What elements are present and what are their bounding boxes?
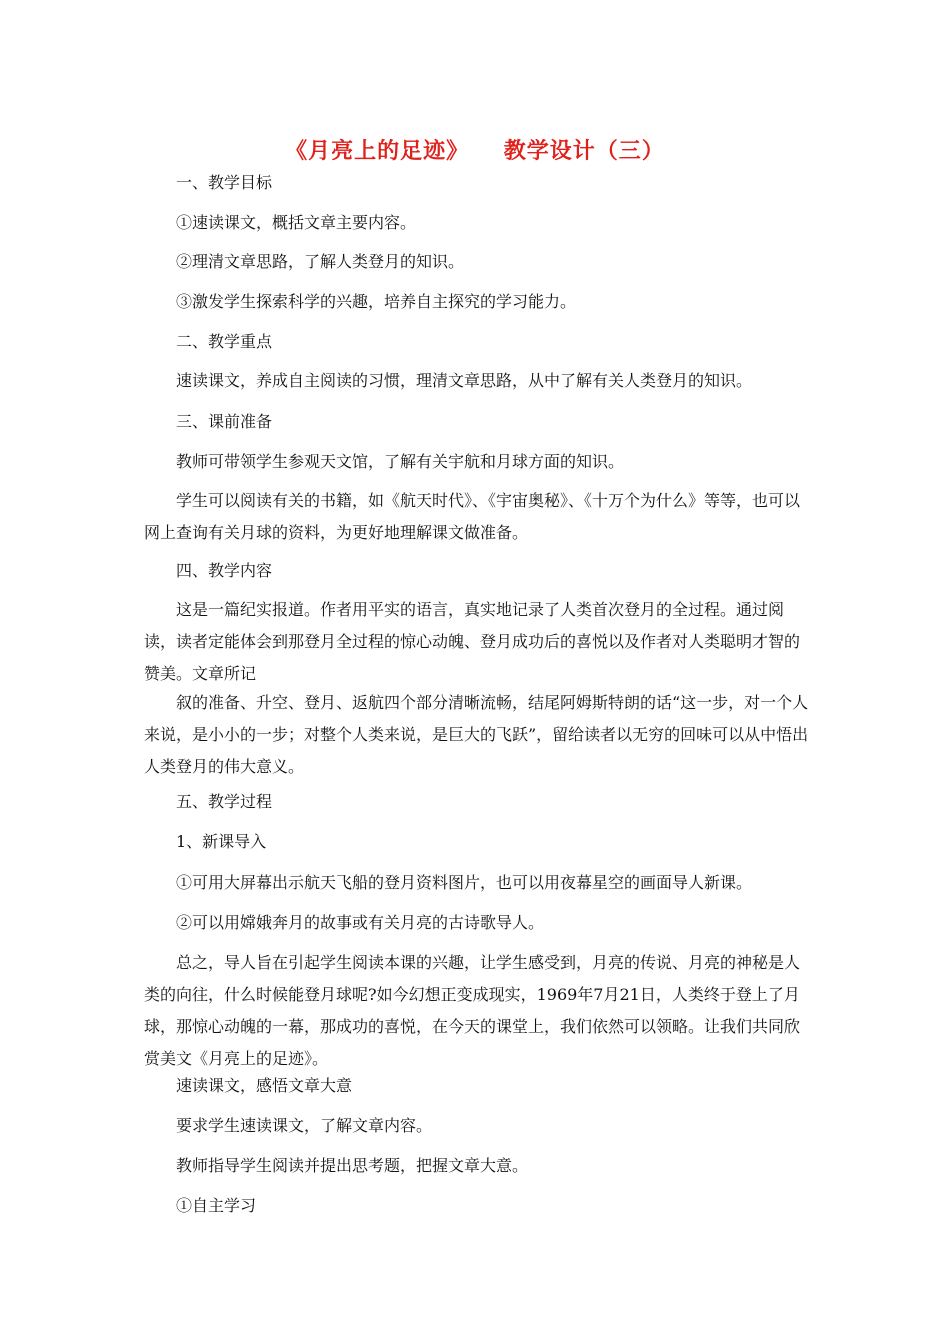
content-paragraph-2: 叙的准备、升空、登月、返航四个部分清晰流畅，结尾阿姆斯特朗的话“这一步，对一个人来说，是小小的一步；对整个人类来说，是巨大的飞跃”，留给读者以无穷的回味可以从中悟出人类登月的伟大意义。 [144,693,809,776]
guidance-paragraph: 教师指导学生阅读并提出思考题，把握文章大意。 [176,1156,529,1175]
section-heading-focus: 二、教学重点 [176,332,273,351]
introduction-item-1: ①可用大屏幕出示航天飞船的登月资料图片，也可以用夜幕星空的画面导人新课。 [176,873,753,892]
self-study-item: ①自主学习 [176,1196,257,1215]
objective-item-3: ③激发学生探索科学的兴趣，培养自主探究的学习能力。 [176,292,577,311]
preparation-paragraph-1: 教师可带领学生参观天文馆，了解有关宇航和月球方面的知识。 [176,452,625,471]
section-heading-preparation: 三、课前准备 [176,412,273,431]
subheading-introduction: 1、新课导入 [176,832,267,851]
preparation-paragraph-2: 学生可以阅读有关的书籍，如《航天时代》、《宇宙奥秘》、《十万个为什么》等等，也可以网上查询有关月球的资料，为更好地理解课文做准备。 [144,491,801,542]
summary-paragraph: 总之，导人旨在引起学生阅读本课的兴趣，让学生感受到，月亮的传说、月亮的神秘是人类的向往，什么时候能登月球呢?如今幻想正变成现实，1969年7月21日，人类终于登上了月球，那惊心动魄的一幕，那成功的喜悦，在今天的课堂上，我们依然可以领略。让我们共同欣赏美文《月亮上的足迹》。 [144,953,801,1068]
subheading-speed-reading: 速读课文，感悟文章大意 [176,1076,353,1095]
section-heading-content: 四、教学内容 [176,561,273,580]
section-heading-objectives: 一、教学目标 [176,173,273,192]
section-heading-process: 五、教学过程 [176,792,273,811]
objective-item-1: ①速读课文，概括文章主要内容。 [176,213,417,232]
objective-item-2: ②理清文章思路，了解人类登月的知识。 [176,252,465,271]
content-paragraph-1: 这是一篇纪实报道。作者用平实的语言，真实地记录了人类首次登月的全过程。通过阅读，读者定能体会到那登月全过程的惊心动魄、登月成功后的喜悦以及作者对人类聪明才智的赞美。文章所记 [144,600,801,683]
focus-paragraph: 速读课文，养成自主阅读的习惯，理清文章思路，从中了解有关人类登月的知识。 [176,371,753,390]
speed-reading-paragraph: 要求学生速读课文，了解文章内容。 [176,1116,433,1135]
document-title: 《月亮上的足迹》 教学设计（三） [285,138,665,164]
introduction-item-2: ②可以用嫦娥奔月的故事或有关月亮的古诗歌导人。 [176,913,545,932]
